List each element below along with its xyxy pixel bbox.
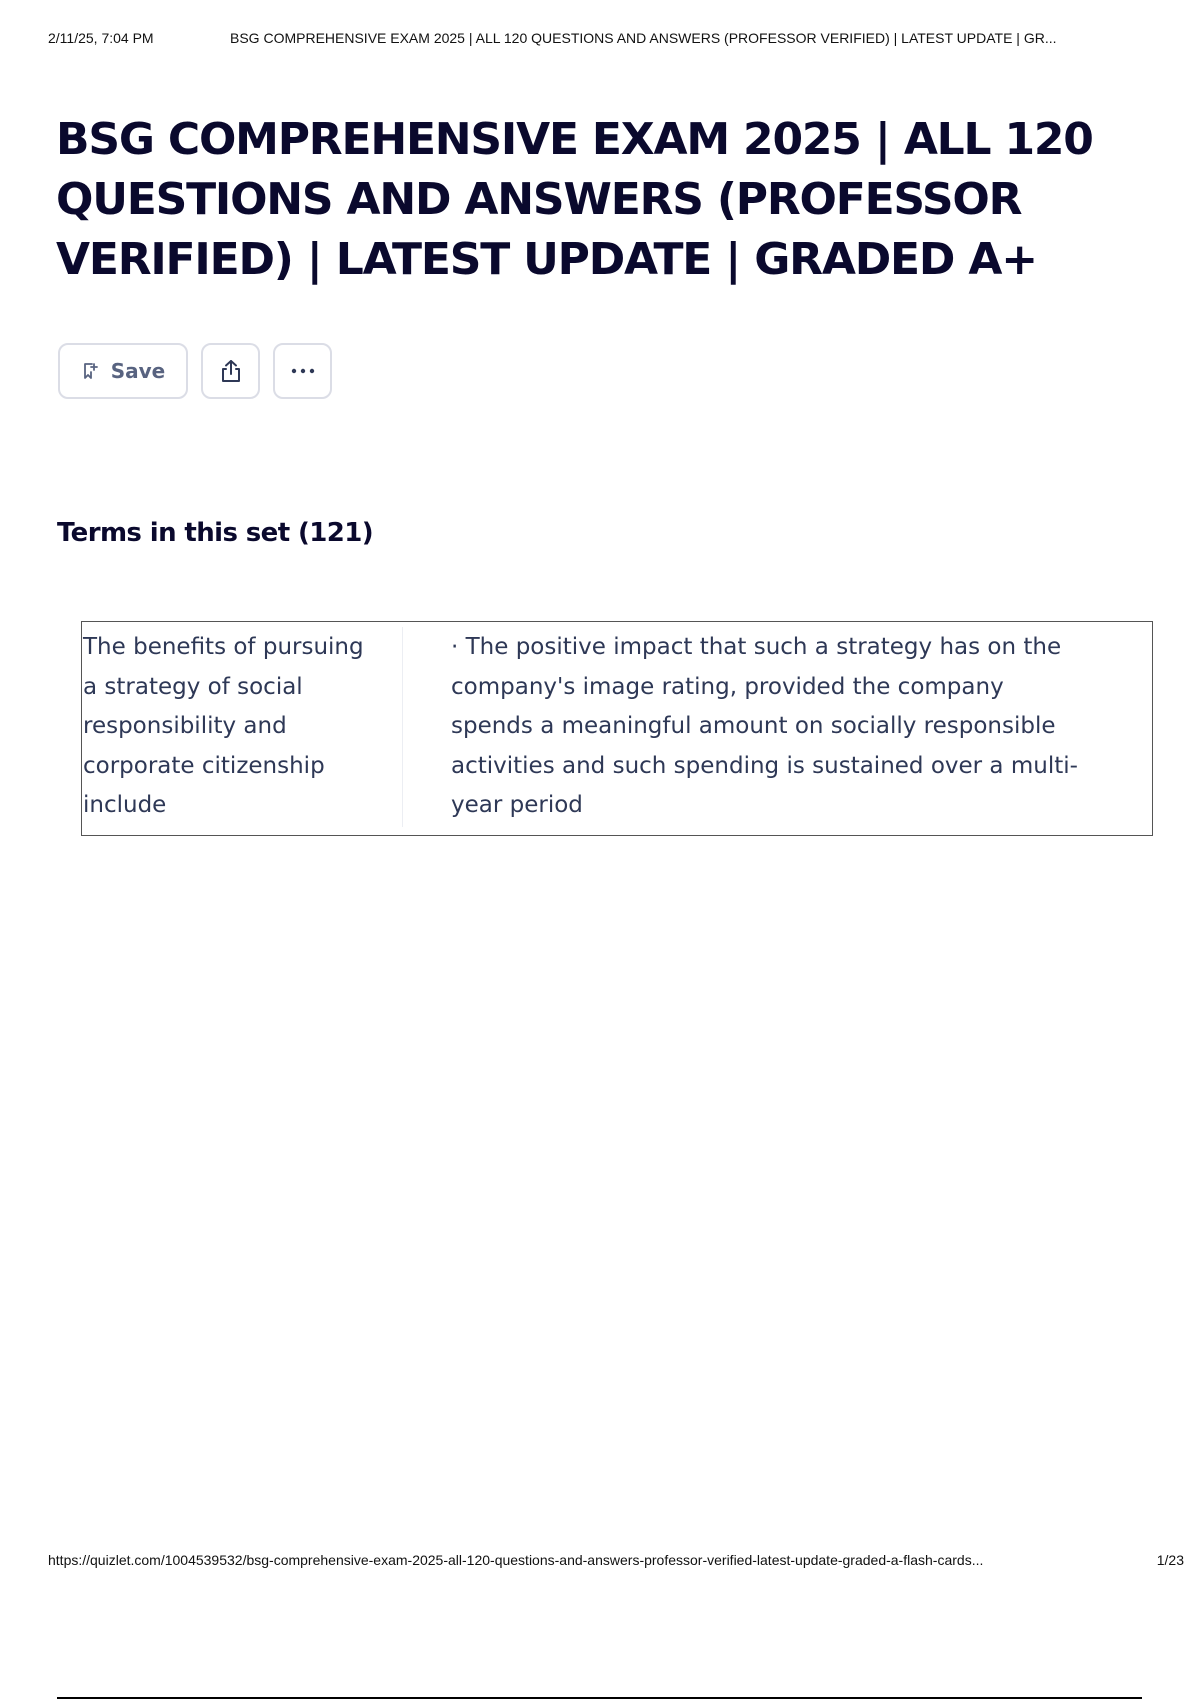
more-options-button[interactable] [273, 343, 332, 399]
definition-text: · The positive impact that such a strategy has on the company's image rating, provided the company spends a meaningful amount on socially responsible activities and such spending is sustained over a multi-year period [451, 634, 1078, 818]
share-button[interactable] [201, 343, 260, 399]
save-button[interactable] [58, 343, 188, 399]
print-datetime: 2/11/25, 7:04 PM [48, 30, 154, 46]
bookmark-plus-icon [81, 361, 101, 381]
page-number: 1/23 [1156, 1552, 1184, 1568]
share-icon [217, 357, 245, 385]
term-text: The benefits of pursuing a strategy of social responsibility and corporate citizenship include [83, 634, 364, 818]
save-button-label: Save [110, 359, 166, 383]
more-horizontal-icon [290, 367, 316, 375]
term-divider [402, 627, 403, 827]
bottom-rule [57, 1697, 1142, 1699]
term-card [81, 621, 1153, 836]
print-doc-title: BSG COMPREHENSIVE EXAM 2025 | ALL 120 QUESTIONS AND ANSWERS (PROFESSOR VERIFIED) | LATEST UPDATE | GR... [230, 30, 1057, 46]
page-title: BSG COMPREHENSIVE EXAM 2025 | ALL 120 QUESTIONS AND ANSWERS (PROFESSOR VERIFIED) | LATEST UPDATE | GRADED A+ [56, 114, 1093, 285]
terms-heading: Terms in this set (121) [57, 518, 374, 548]
print-header [48, 30, 1180, 50]
print-url: https://quizlet.com/1004539532/bsg-comprehensive-exam-2025-all-120-questions-and-answers-professor-verified-latest-update-graded-a-flash-cards... [48, 1552, 984, 1568]
